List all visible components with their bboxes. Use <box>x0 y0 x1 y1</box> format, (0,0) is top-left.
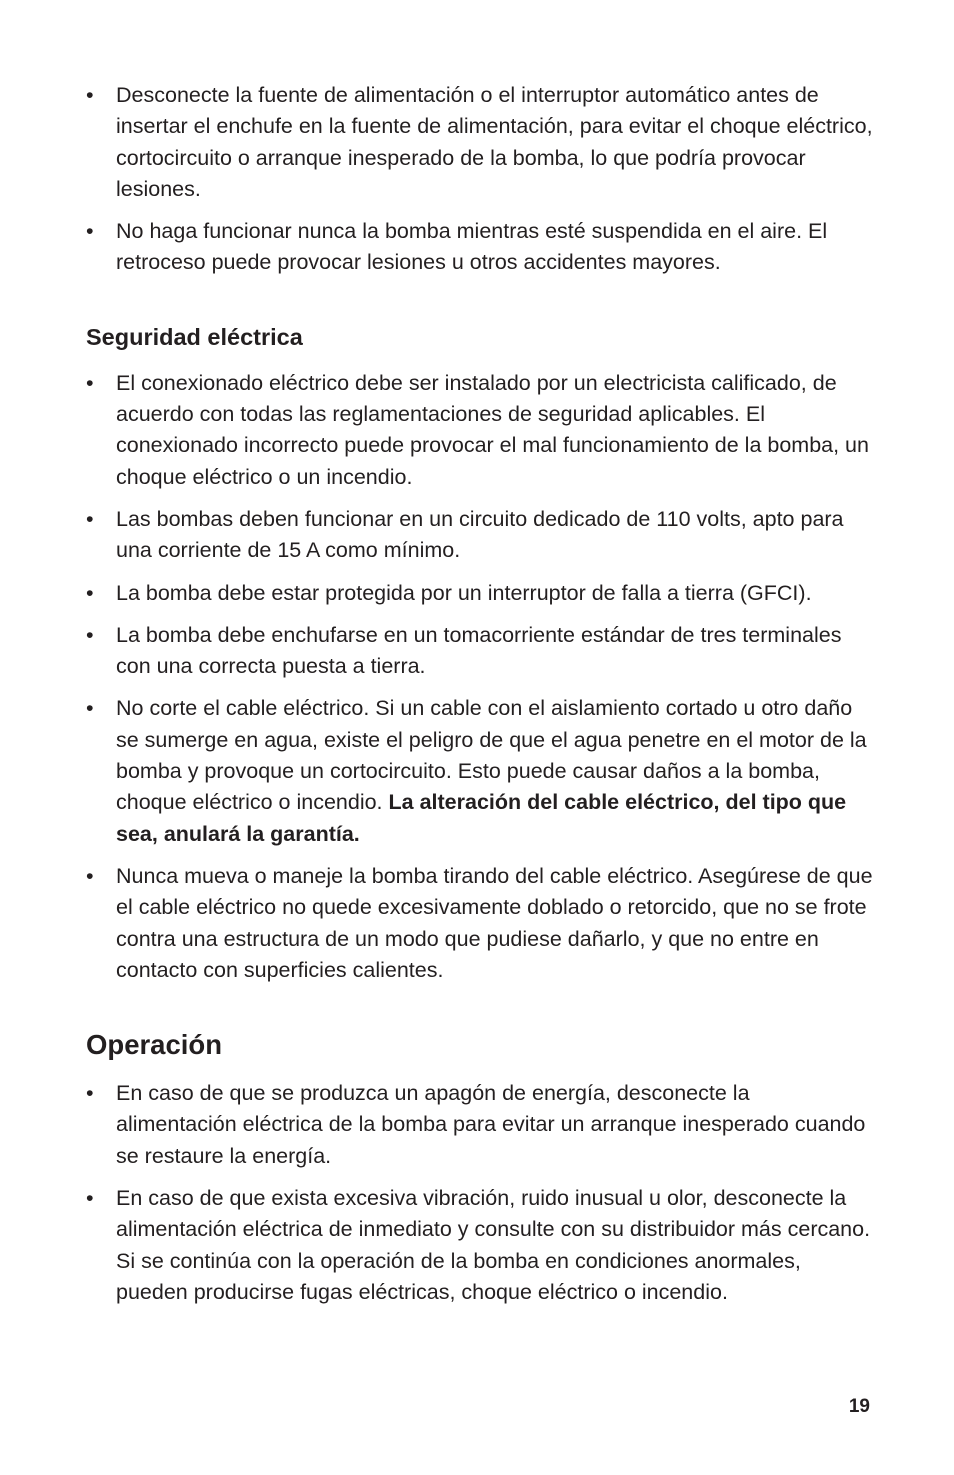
bullet-text: En caso de que exista excesiva vibración, ruido inusual u olor, desconecte la alimentación eléctrica de inmediato y consulte con su distribuidor más cercano. Si se continúa con la operación de la bomba en condiciones anormales, pueden producirse fugas eléctricas, choque eléctrico o incendio. <box>116 1186 871 1304</box>
section-heading-operation: Operación <box>86 1029 223 1061</box>
bullet-text: Las bombas deben funcionar en un circuito dedicado de 110 volts, apto para una corriente de 15 A como mínimo. <box>116 506 844 563</box>
operation-bullet-list <box>86 1078 876 1308</box>
bullet-text: La bomba debe enchufarse en un tomacorriente estándar de tres terminales con una correcta puesta a tierra. <box>116 622 842 679</box>
list-item <box>86 504 876 567</box>
list-item <box>86 1183 876 1308</box>
list-item <box>86 216 876 279</box>
bullet-text: Desconecte la fuente de alimentación o el interruptor automático antes de insertar el enchufe en la fuente de alimentación, para evitar el choque eléctrico, cortocircuito o arranque inesperado de la bomba, lo que podría provocar lesiones. <box>116 83 873 201</box>
page-number: 19 <box>848 1396 870 1417</box>
intro-bullet-list <box>86 80 876 279</box>
list-item <box>86 620 876 683</box>
list-item <box>86 578 876 609</box>
bullet-icon <box>86 1183 106 1214</box>
list-item <box>86 80 876 205</box>
electrical-safety-bullet-list <box>86 368 876 986</box>
bullet-icon <box>86 80 106 111</box>
list-item <box>86 368 876 493</box>
bullet-text: El conexionado eléctrico debe ser instalado por un electricista calificado, de acuerdo con todas las reglamentaciones de seguridad aplicables. El conexionado incorrecto puede provocar el mal funcionamiento de la bomba, un choque eléctrico o un incendio. <box>116 370 869 489</box>
bullet-text: No haga funcionar nunca la bomba mientras esté suspendida en el aire. El retroceso puede provocar lesiones u otros accidentes mayores. <box>116 219 828 275</box>
bullet-text: En caso de que se produzca un apagón de energía, desconecte la alimentación eléctrica de la bomba para evitar un arranque inesperado cuando se restaure la energía. <box>116 1081 866 1168</box>
warranty-warning-text: La alteración del cable eléctrico, del tipo que sea, anulará la garantía. <box>116 790 847 846</box>
bullet-icon <box>86 1078 106 1109</box>
bullet-text: No corte el cable eléctrico. Si un cable con el aislamiento cortado u otro daño se sumerge en agua, existe el peligro de que el agua penetre en el motor de la bomba y provoque un cortocircuito. Esto puede causar daños a la bomba, choque eléctrico o incendio. <box>116 696 867 815</box>
bullet-icon <box>86 693 106 724</box>
bullet-icon <box>86 578 106 609</box>
bullet-icon <box>86 216 106 247</box>
list-item <box>86 861 876 986</box>
bullet-text: Nunca mueva o maneje la bomba tirando del cable eléctrico. Asegúrese de que el cable eléctrico no quede excesivamente doblado o retorcido, que no se frote contra una estructura de un modo que pudiese dañarlo, y que no entre en contacto con superficies calientes. <box>116 863 873 982</box>
document-page <box>86 80 876 1319</box>
bullet-icon <box>86 861 106 892</box>
list-item <box>86 693 876 849</box>
bullet-icon <box>86 620 106 651</box>
list-item <box>86 1078 876 1172</box>
section-heading-electrical-safety: Seguridad eléctrica <box>86 323 303 350</box>
bullet-icon <box>86 368 106 399</box>
bullet-icon <box>86 504 106 535</box>
bullet-text: La bomba debe estar protegida por un interruptor de falla a tierra (GFCI). <box>116 580 812 605</box>
